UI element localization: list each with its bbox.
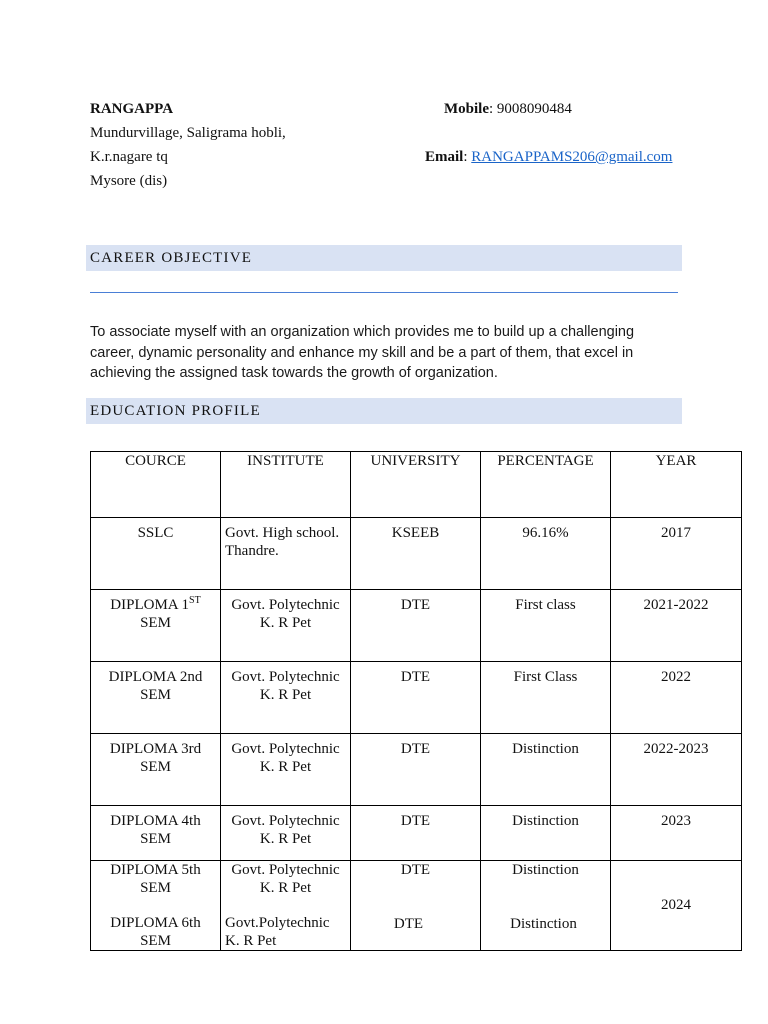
percentage-value: Distinction: [512, 862, 579, 878]
university-name: DTE: [393, 915, 424, 932]
year-cell: 2024: [611, 861, 742, 951]
course-cell: [91, 518, 221, 590]
course-sem: SEM: [140, 932, 171, 949]
column-header-percentage: PERCENTAGE: [481, 452, 611, 518]
institute-cell: Govt. High school. Thandre.: [221, 518, 351, 590]
column-header-course: COURCE: [91, 452, 221, 518]
course-name: DIPLOMA 6th: [110, 915, 201, 931]
year-cell: 2023: [611, 806, 742, 861]
table-row: [91, 806, 742, 861]
institute-cell: Govt. Polytechnic K. R Pet: [221, 806, 351, 861]
education-table: [90, 451, 742, 951]
column-header-institute: INSTITUTE: [221, 452, 351, 518]
course-name: DIPLOMA 2nd: [108, 669, 203, 685]
address-line-3: Mysore (dis): [90, 173, 168, 189]
percentage-cell: [481, 861, 611, 951]
course-name: DIPLOMA 1: [110, 597, 190, 613]
address-line-2: K.r.nagare tq: [90, 149, 168, 165]
section-divider: [90, 292, 678, 293]
percentage-cell: First class: [481, 590, 611, 662]
year-cell: 2022: [611, 662, 742, 734]
year-cell: 2022-2023: [611, 734, 742, 806]
university-cell: DTE: [351, 734, 481, 806]
email-link[interactable]: RANGAPPAMS206@gmail.com: [471, 149, 673, 165]
address-line-1: Mundurvillage, Saligrama hobli,: [90, 125, 286, 141]
course-cell: [91, 590, 221, 662]
percentage-value: Distinction: [510, 915, 577, 932]
email-contact: [425, 148, 672, 166]
course-name: SSLC: [137, 525, 174, 541]
institute-cell: Govt. Polytechnic K. R Pet: [221, 662, 351, 734]
email-separator: :: [463, 149, 472, 165]
table-row: [91, 518, 742, 590]
institute-name: Govt.Polytechnic K. R Pet: [225, 915, 330, 949]
course-sem: SEM: [140, 614, 171, 631]
percentage-cell: First Class: [481, 662, 611, 734]
table-row: [91, 734, 742, 806]
course-cell: [91, 806, 221, 861]
course-superscript: ST: [189, 595, 201, 606]
course-cell: [91, 662, 221, 734]
institute-cell: [221, 861, 351, 951]
career-objective-text: To associate myself with an organization which provides me to build up a challenging career, dynamic personality and enhance my skill and be a part of them, that excel in achieving the assigned task towards the growth of organization.: [90, 324, 635, 381]
course-name: DIPLOMA 3rd: [109, 741, 202, 757]
university-cell: KSEEB: [351, 518, 481, 590]
education-profile-title: EDUCATION PROFILE: [90, 403, 261, 419]
career-objective-title: CAREER OBJECTIVE: [90, 250, 253, 266]
year-cell: 2017: [611, 518, 742, 590]
university-cell: [351, 861, 481, 951]
table-row: [91, 662, 742, 734]
mobile-contact: [444, 100, 572, 118]
table-header-row: [91, 452, 742, 518]
course-name: DIPLOMA 5th: [110, 862, 201, 878]
email-label: Email: [425, 149, 464, 165]
candidate-name: RANGAPPA: [90, 101, 174, 117]
university-cell: DTE: [351, 662, 481, 734]
course-cell: [91, 861, 221, 951]
education-profile-header: [86, 398, 682, 424]
mobile-label: Mobile: [444, 101, 489, 117]
table-row: [91, 590, 742, 662]
university-cell: DTE: [351, 806, 481, 861]
university-name: DTE: [400, 862, 431, 878]
course-sem: SEM: [140, 686, 171, 703]
institute-cell: Govt. Polytechnic K. R Pet: [221, 734, 351, 806]
institute-cell: Govt. Polytechnic K. R Pet: [221, 590, 351, 662]
course-sem: SEM: [140, 830, 171, 847]
year-cell: 2021-2022: [611, 590, 742, 662]
university-cell: DTE: [351, 590, 481, 662]
percentage-cell: Distinction: [481, 734, 611, 806]
course-cell: [91, 734, 221, 806]
column-header-university: UNIVERSITY: [351, 452, 481, 518]
course-name: DIPLOMA 4th: [110, 813, 201, 829]
institute-name: Govt. Polytechnic K. R Pet: [231, 862, 340, 896]
course-sem: SEM: [140, 758, 171, 775]
table-row: [91, 861, 742, 951]
mobile-value: : 9008090484: [489, 101, 572, 117]
percentage-cell: 96.16%: [481, 518, 611, 590]
percentage-cell: Distinction: [481, 806, 611, 861]
column-header-year: YEAR: [611, 452, 742, 518]
course-sem: SEM: [140, 879, 171, 896]
career-objective-header: [86, 245, 682, 271]
